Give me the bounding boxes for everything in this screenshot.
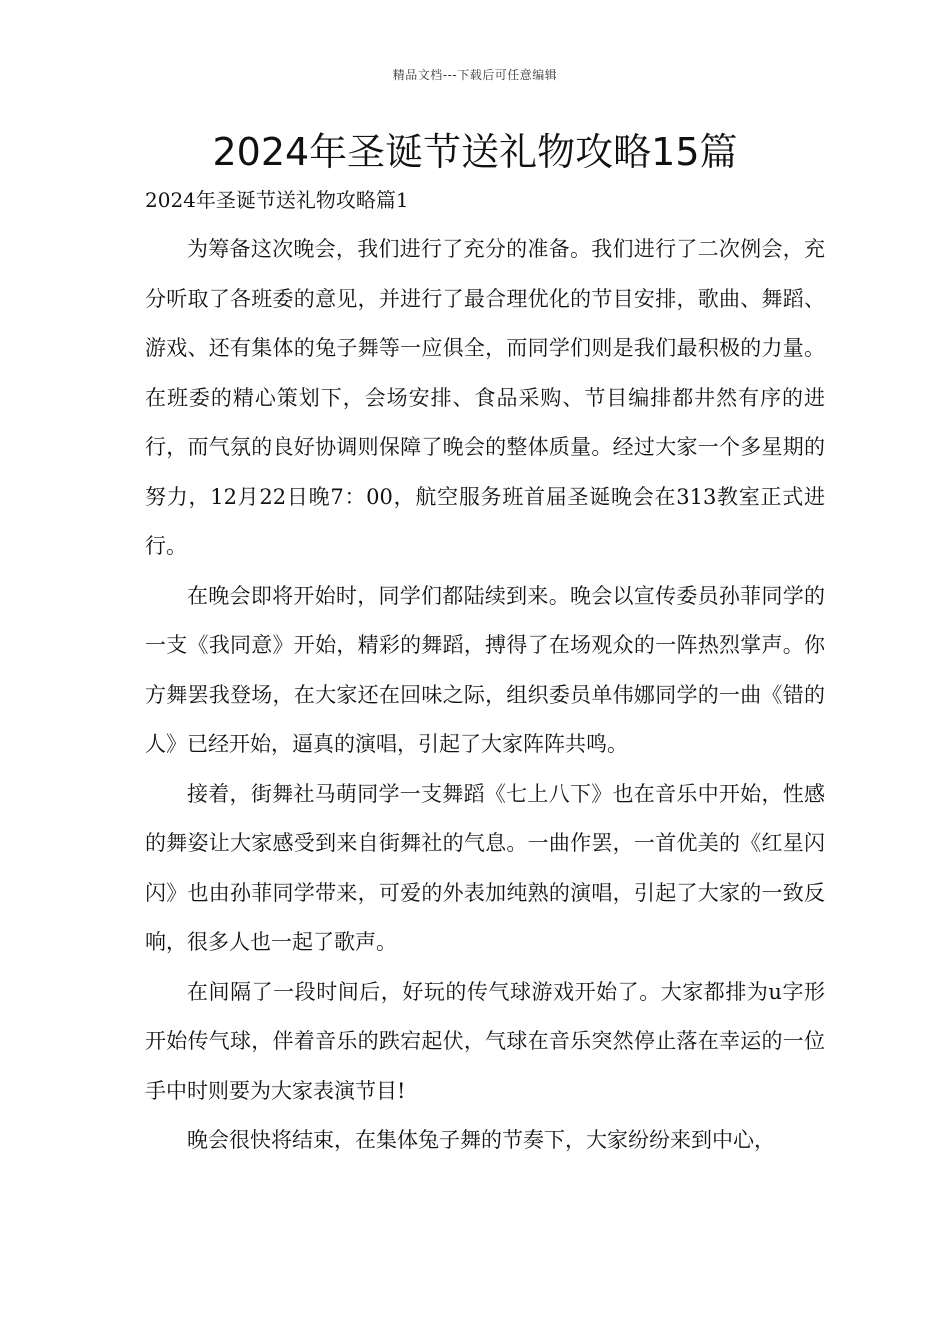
paragraph: 在间隔了一段时间后，好玩的传气球游戏开始了。大家都排为u字形开始传气球，伴着音乐的跌宕起伏，气球在音乐突然停止落在幸运的一位手中时则要为大家表演节目! [145,979,825,1103]
header-note: 精品文档---下载后可任意编辑 [392,68,558,82]
body-text [145,225,825,1166]
paragraph: 晚会很快将结束，在集体兔子舞的节奏下，大家纷纷来到中心， [187,1128,775,1152]
document-title: 2024年圣诞节送礼物攻略15篇 [212,130,738,174]
paragraph: 在晚会即将开始时，同学们都陆续到来。晚会以宣传委员孙菲同学的一支《我同意》开始，精彩的舞蹈，搏得了在场观众的一阵热烈掌声。你方舞罢我登场，在大家还在回味之际，组织委员单伟娜同学的一曲《错的人》已经开始，逼真的演唱，引起了大家阵阵共鸣。 [145,583,825,756]
section-title: 2024年圣诞节送礼物攻略篇1 [145,188,409,212]
paragraph: 为筹备这次晚会，我们进行了充分的准备。我们进行了二次例会，充分听取了各班委的意见，并进行了最合理优化的节目安排，歌曲、舞蹈、游戏、还有集体的兔子舞等一应俱全，而同学们则是我们最积极的力量。在班委的精心策划下，会场安排、食品采购、节目编排都井然有序的进行，而气氛的良好协调则保障了晚会的整体质量。经过大家一个多星期的努力，12月22日晚7：00，航空服务班首届圣诞晚会在313教室正式进行。 [145,237,825,558]
paragraph: 接着，街舞社马萌同学一支舞蹈《七上八下》也在音乐中开始，性感的舞姿让大家感受到来自街舞社的气息。一曲作罢，一首优美的《红星闪闪》也由孙菲同学带来，可爱的外表加纯熟的演唱，引起了大家的一致反响，很多人也一起了歌声。 [145,781,825,954]
